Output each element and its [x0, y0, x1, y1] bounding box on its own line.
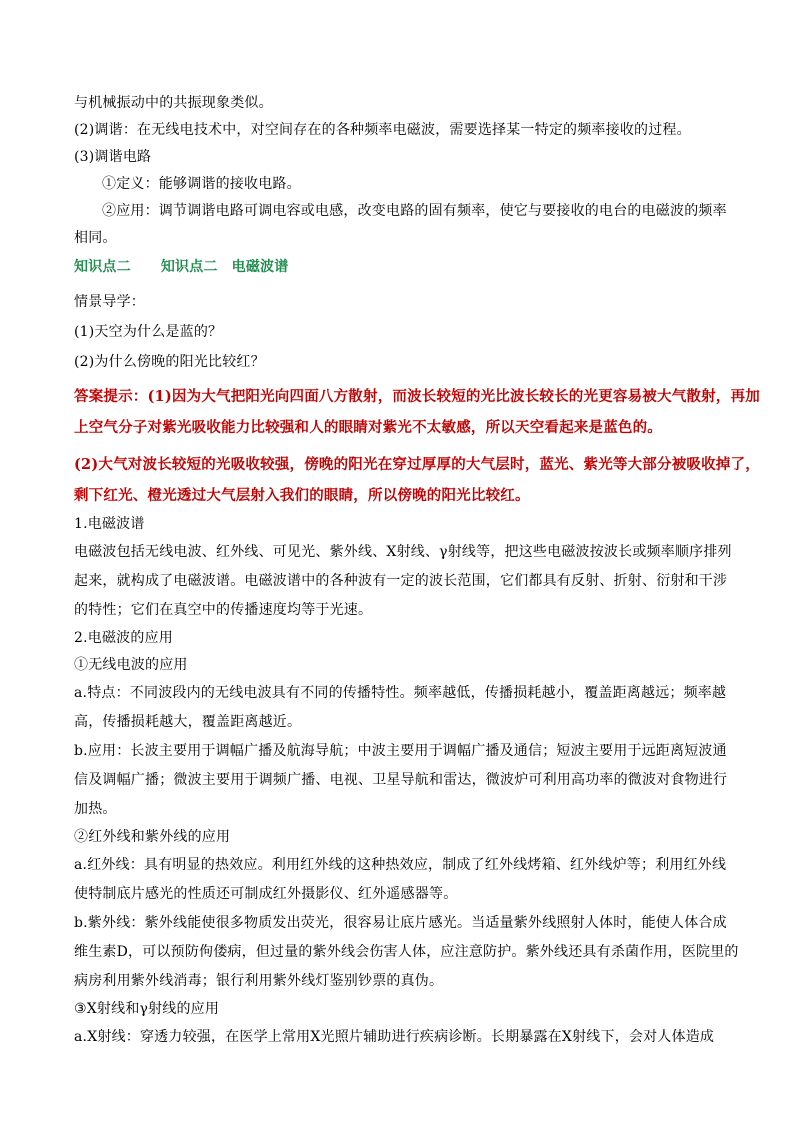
text-line: (3)调谐电路	[74, 149, 152, 165]
document-page	[74, 90, 760, 1052]
section-label: 知识点二	[160, 259, 218, 275]
text-line: 使特制底片感光的性质还可制成红外摄影仪、红外遥感器等。	[74, 886, 458, 902]
text-line: 起来，就构成了电磁波谱。电磁波谱中的各种波有一定的波长范围，它们都具有反射、折射、衍射和干涉	[74, 573, 728, 589]
text-line: 高，传播损耗越大，覆盖距离越近。	[74, 714, 302, 730]
section-title: 电磁波谱	[231, 259, 289, 275]
text-line: a.X射线：穿透力较强，在医学上常用X光照片辅助进行疾病诊断。长期暴露在X射线下，会对人体造成	[74, 1029, 715, 1045]
text-line: 病房利用紫外线消毒；银行利用紫外线灯鉴别钞票的真伪。	[74, 973, 444, 989]
text-line: 维生素D，可以预防佝偻病，但过量的紫外线会伤害人体，应注意防护。紫外线还具有杀菌作用，医院里的	[74, 944, 739, 960]
section-label: 知识点二	[74, 259, 131, 275]
answer-line: 上空气分子对紫光吸收能力比较强和人的眼睛对紫光不太敏感，所以天空看起来是蓝色的。	[74, 419, 662, 436]
text-line: 加热。	[74, 801, 117, 817]
text-line: a.红外线：具有明显的热效应。利用红外线的这种热效应，制成了红外线烤箱、红外线炉等；利用红外线	[74, 857, 727, 873]
ir-uv-heading: ②红外线和紫外线的应用	[74, 829, 231, 845]
text-line: 与机械振动中的共振现象类似。	[74, 95, 273, 111]
text-line: ②应用：调节调谐电路可调电容或电感，改变电路的固有频率，使它与要接收的电台的电磁波的频率	[102, 203, 727, 219]
answer-line: (2)大气对波长较短的光吸收较强，傍晚的阳光在穿过厚厚的大气层时，蓝光、紫光等大部分被吸收掉了，	[74, 456, 760, 473]
text-line: 的特性；它们在真空中的传播速度均等于光速。	[74, 602, 373, 618]
question-1: (1)天空为什么是蓝的？	[74, 324, 223, 340]
applications-heading: 2.电磁波的应用	[74, 630, 173, 646]
text-line: b.应用：长波主要用于调幅广播及航海导航；中波主要用于调幅广播及通信；短波主要用于远距离短波通	[74, 743, 727, 759]
text-line: 电磁波包括无线电波、红外线、可见光、紫外线、X射线、γ射线等，把这些电磁波按波长或频率顺序排列	[74, 544, 732, 560]
spectrum-heading: 1.电磁波谱	[74, 516, 145, 532]
text-line: b.紫外线：紫外线能使很多物质发出荧光，很容易让底片感光。当适量紫外线照射人体时，能使人体合成	[74, 915, 727, 931]
answer-line: 答案提示：(1)因为大气把阳光向四面八方散射，而波长较短的光比波长较长的光更容易被大气散射，再加	[74, 388, 760, 405]
answer-line: 剩下红光、橙光透过大气层射入我们的眼睛，所以傍晚的阳光比较红。	[74, 487, 530, 504]
text-line: 相同。	[74, 230, 117, 246]
text-line: a.特点：不同波段内的无线电波具有不同的传播特性。频率越低，传播损耗越小，覆盖距离越远；频率越	[74, 685, 727, 701]
radio-heading: ①无线电波的应用	[74, 657, 188, 673]
xray-gamma-heading: ③X射线和γ射线的应用	[74, 1001, 220, 1017]
text-line: 信及调幅广播；微波主要用于调频广播、电视、卫星导航和雷达，微波炉可利用高功率的微波对食物进行	[74, 772, 728, 788]
scene-intro: 情景导学：	[74, 294, 145, 310]
question-2: (2)为什么傍晚的阳光比较红？	[74, 354, 265, 370]
section-heading	[74, 254, 726, 281]
text-line: ①定义：能够调谐的接收电路。	[102, 176, 301, 192]
text-line: (2)调谐：在无线电技术中，对空间存在的各种频率电磁波，需要选择某一特定的频率接收的过程。	[74, 122, 691, 138]
